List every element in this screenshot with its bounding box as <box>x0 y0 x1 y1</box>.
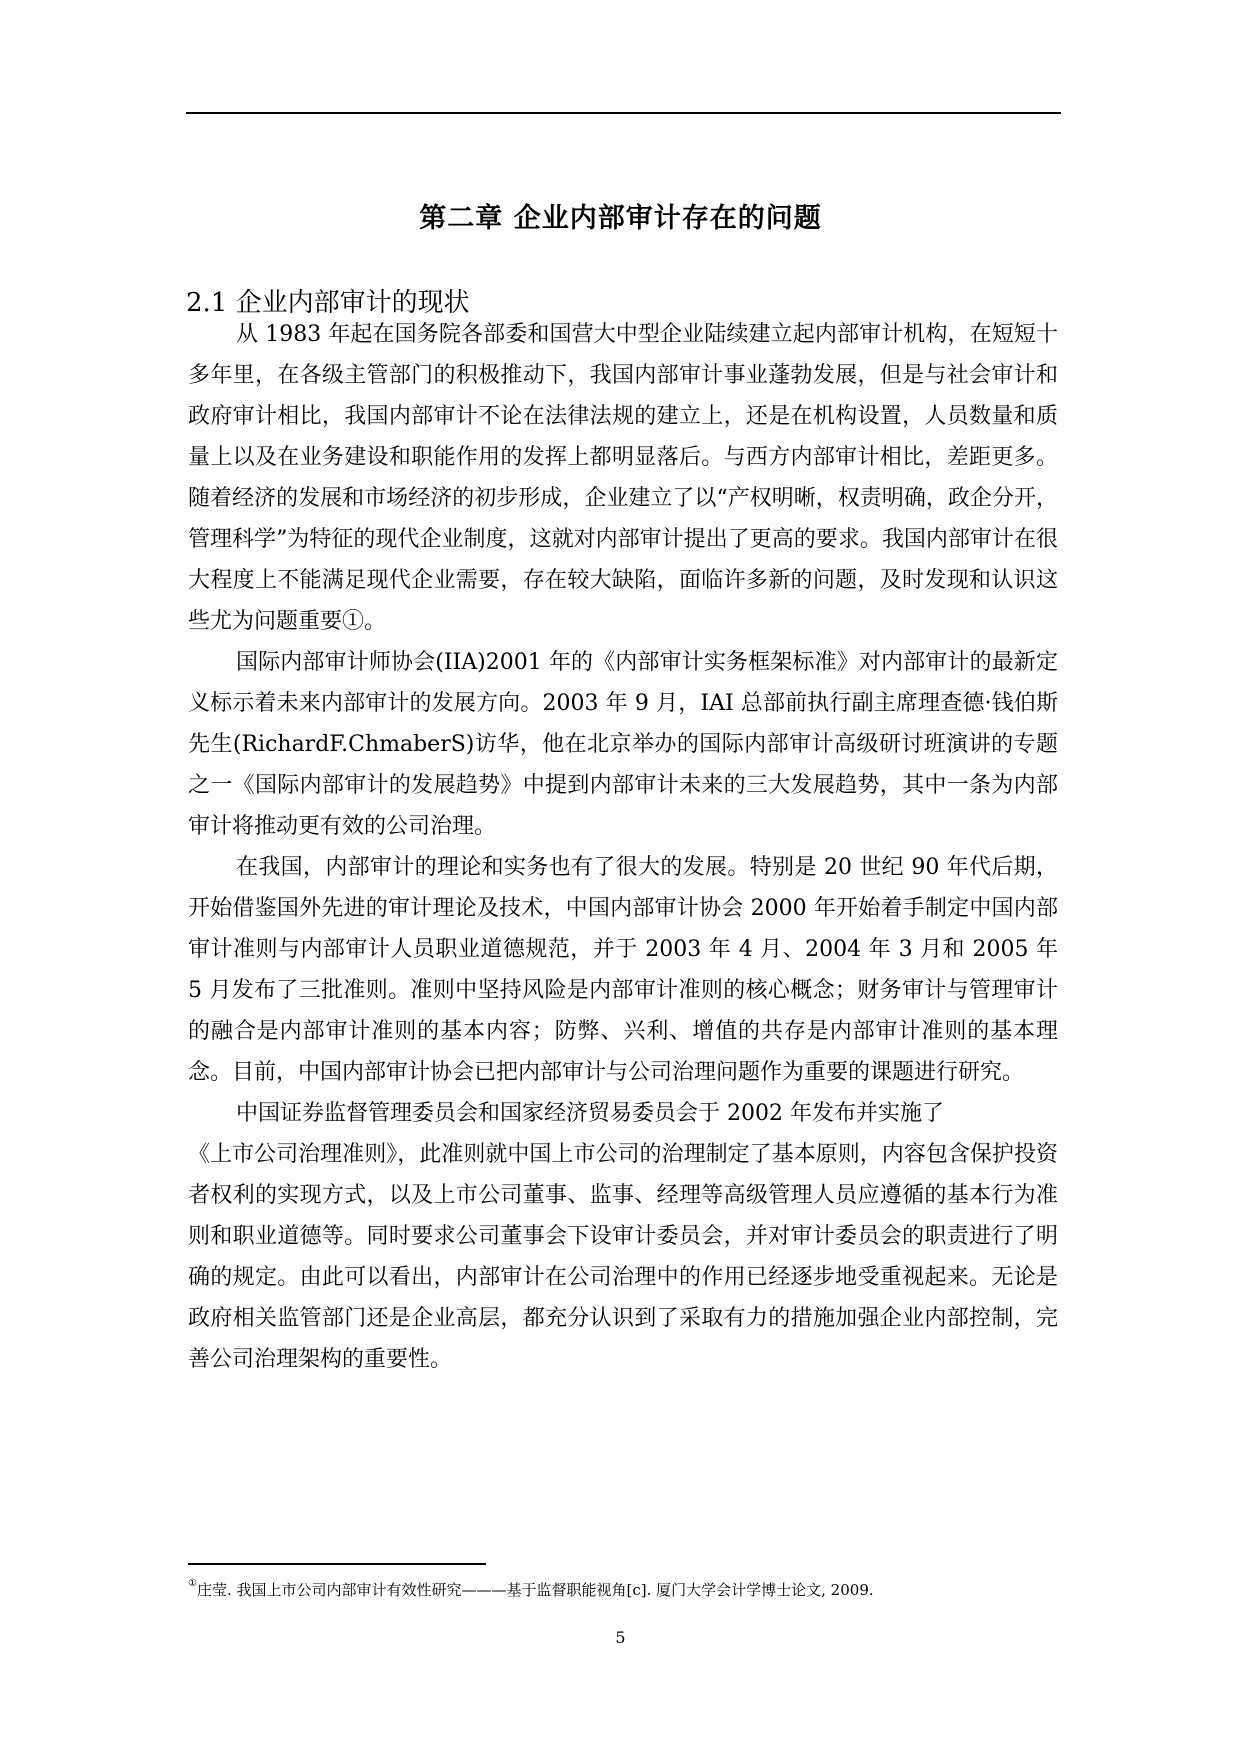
paragraph: 在我国，内部审计的理论和实务也有了很大的发展。特别是 20 世纪 90 年代后期，开始借鉴国外先进的审计理论及技术，中国内部审计协会 2000 年开始着手制定中国内部审计准则与内部审计人员职业道德规范，并于 2003 年 4 月、2004 年 3 月和 2005 年 5 月发布了三批准则。准则中坚持风险是内部审计准则的核心概念；财务审计与管理审计的融合是内部审计准则的基本内容；防弊、兴利、增值的共存是内部审计准则的基本理念。目前，中国内部审计协会已把内部审计与公司治理问题作为重要的课题进行研究。 <box>188 855 1058 1085</box>
body-text <box>188 314 1058 1380</box>
paragraph: 中国证券监督管理委员会和国家经济贸易委员会于 2002 年发布并实施了 <box>236 1101 944 1126</box>
footnote-marker: ① <box>188 1578 197 1589</box>
paragraph: 国际内部审计师协会(IIA)2001 年的《内部审计实务框架标准》对内部审计的最新定义标示着未来内部审计的发展方向。2003 年 9 月，IAI 总部前执行副主席理查德·钱伯斯先生(RichardF.ChmaberS)访华，他在北京举办的国际内部审计高级研讨班演讲的专题之一《国际内部审计的发展趋势》中提到内部审计未来的三大发展趋势，其中一条为内部审计将推动更有效的公司治理。 <box>188 650 1058 839</box>
section-heading: 2.1 企业内部审计的现状 <box>186 288 470 318</box>
paragraph: 《上市公司治理准则》，此准则就中国上市公司的治理制定了基本原则，内容包含保护投资者权利的实现方式，以及上市公司董事、监事、经理等高级管理人员应遵循的基本行为准则和职业道德等。同时要求公司董事会下设审计委员会，并对审计委员会的职责进行了明确的规定。由此可以看出，内部审计在公司治理中的作用已经逐步地受重视起来。无论是政府相关监管部门还是企业高层，都充分认识到了采取有力的措施加强企业内部控制，完善公司治理架构的重要性。 <box>188 1142 1058 1372</box>
chapter-title: 第二章 企业内部审计存在的问题 <box>419 203 822 234</box>
header-rule <box>186 112 1061 114</box>
paragraph: 从 1983 年起在国务院各部委和国营大中型企业陆续建立起内部审计机构，在短短十多年里，在各级主管部门的积极推动下，我国内部审计事业蓬勃发展，但是与社会审计和政府审计相比，我国内部审计不论在法律法规的建立上，还是在机构设置，人员数量和质量上以及在业务建设和职能作用的发挥上都明显落后。与西方内部审计相比，差距更多。随着经济的发展和市场经济的初步形成，企业建立了以“产权明晰，权责明确，政企分开，管理科学”为特征的现代企业制度，这就对内部审计提出了更高的要求。我国内部审计在很大程度上不能满足现代企业需要，存在较大缺陷，面临许多新的问题，及时发现和认识这些尤为问题重要①。 <box>188 322 1058 634</box>
footnote-text: 庄莹. 我国上市公司内部审计有效性研究———基于监督职能视角[c]. 厦门大学会计学博士论文, 2009. <box>196 1581 874 1599</box>
page-number: 5 <box>615 1628 626 1647</box>
footnote-rule <box>188 1563 486 1565</box>
footnote <box>188 1579 874 1600</box>
